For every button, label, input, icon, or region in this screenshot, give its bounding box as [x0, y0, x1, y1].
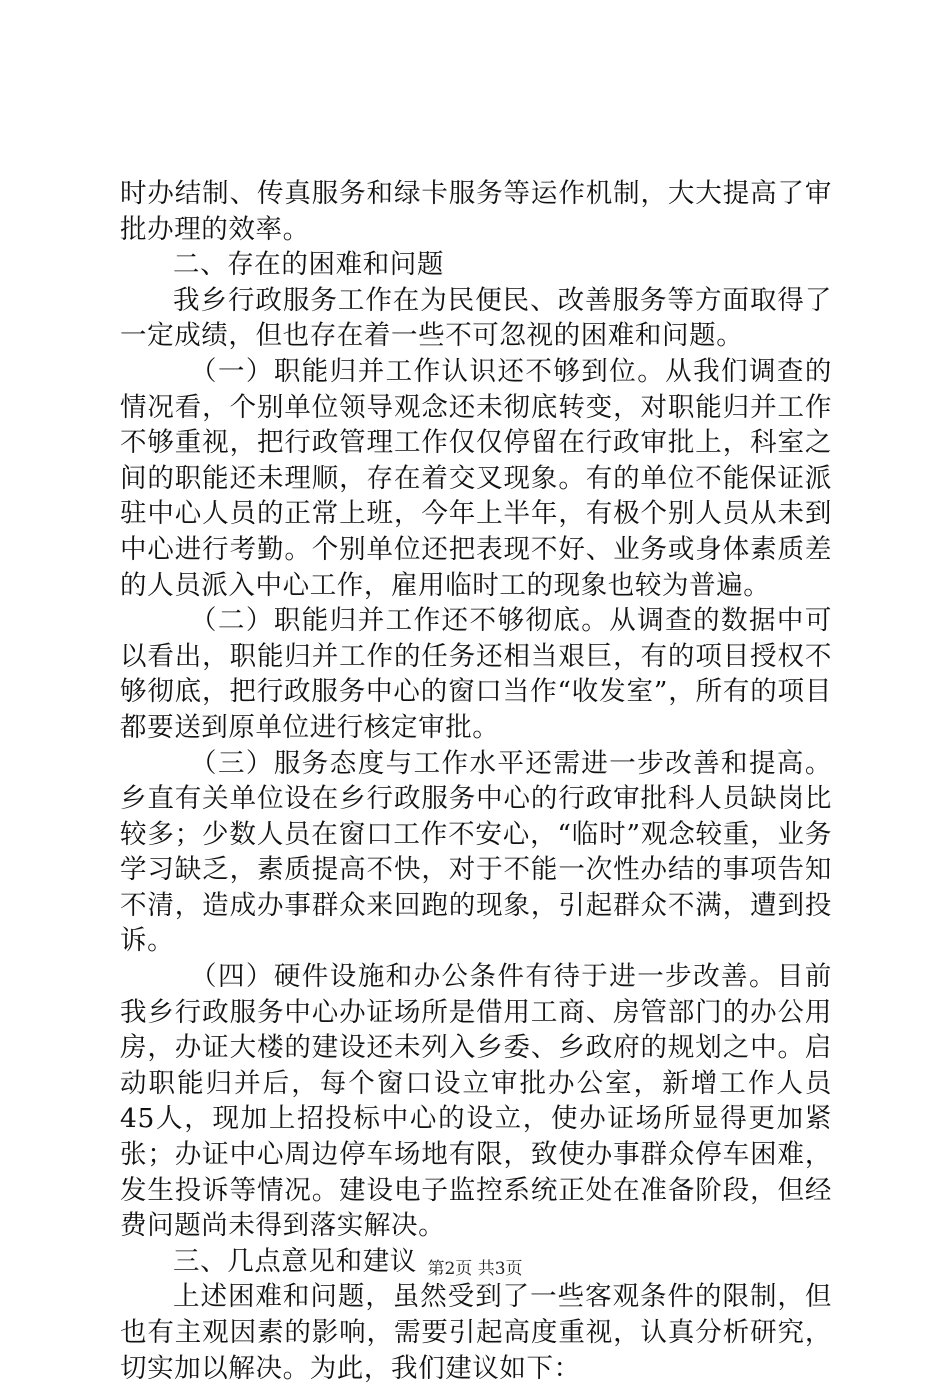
section-heading-suggestions: 三、几点意见和建议 [173, 1245, 417, 1277]
paragraph-suggestions-intro: 上述困难和问题，虽然受到了一些客观条件的限制，但也有主观因素的影响，需要引起高度重视，认真分析研究，切实加以解决。为此，我们建议如下： [120, 1281, 832, 1384]
document-body [120, 176, 832, 1386]
paragraph-problem-4: （四）硬件设施和办公条件有待于进一步改善。目前我乡行政服务中心办证场所是借用工商、房管部门的办公用房，办证大楼的建设还未列入乡委、乡政府的规划之中。启动职能归并后，每个窗口设立审批办公室，新增工作人员45人，现加上招投标中心的设立，使办证场所显得更加紧张；办证中心周边停车场地有限，致使办事群众停车困难，发生投诉等情况。建设电子监控系统正处在准备阶段，但经费问题尚未得到落实解决。 [120, 961, 832, 1242]
page-number-footer: 第2页 共3页 [427, 1259, 523, 1279]
paragraph-problem-1: （一）职能归并工作认识还不够到位。从我们调查的情况看，个别单位领导观念还未彻底转变，对职能归并工作不够重视，把行政管理工作仅仅停留在行政审批上，科室之间的职能还未理顺，存在着交叉现象。有的单位不能保证派驻中心人员的正常上班，今年上半年，有极个别人员从未到中心进行考勤。个别单位还把表现不好、业务或身体素质差的人员派入中心工作，雇用临时工的现象也较为普遍。 [120, 355, 832, 601]
paragraph-problem-2: （二）职能归并工作还不够彻底。从调查的数据中可以看出，职能归并工作的任务还相当艰巨，有的项目授权不够彻底，把行政服务中心的窗口当作“收发室”，所有的项目都要送到原单位进行核定审批。 [120, 605, 832, 743]
section-heading-problems: 二、存在的困难和问题 [173, 249, 444, 281]
paragraph-continuation: 时办结制、传真服务和绿卡服务等运作机制，大大提高了审批办理的效率。 [120, 178, 832, 245]
paragraph-problems-intro: 我乡行政服务工作在为民便民、改善服务等方面取得了一定成绩，但也存在着一些不可忽视的困难和问题。 [120, 284, 832, 352]
paragraph-problem-3: （三）服务态度与工作水平还需进一步改善和提高。乡直有关单位设在乡行政服务中心的行政审批科人员缺岗比较多；少数人员在窗口工作不安心，“临时”观念较重，业务学习缺乏，素质提高不快，对于不能一次性办结的事项告知不清，造成办事群众来回跑的现象，引起群众不满，遭到投诉。 [120, 747, 832, 957]
